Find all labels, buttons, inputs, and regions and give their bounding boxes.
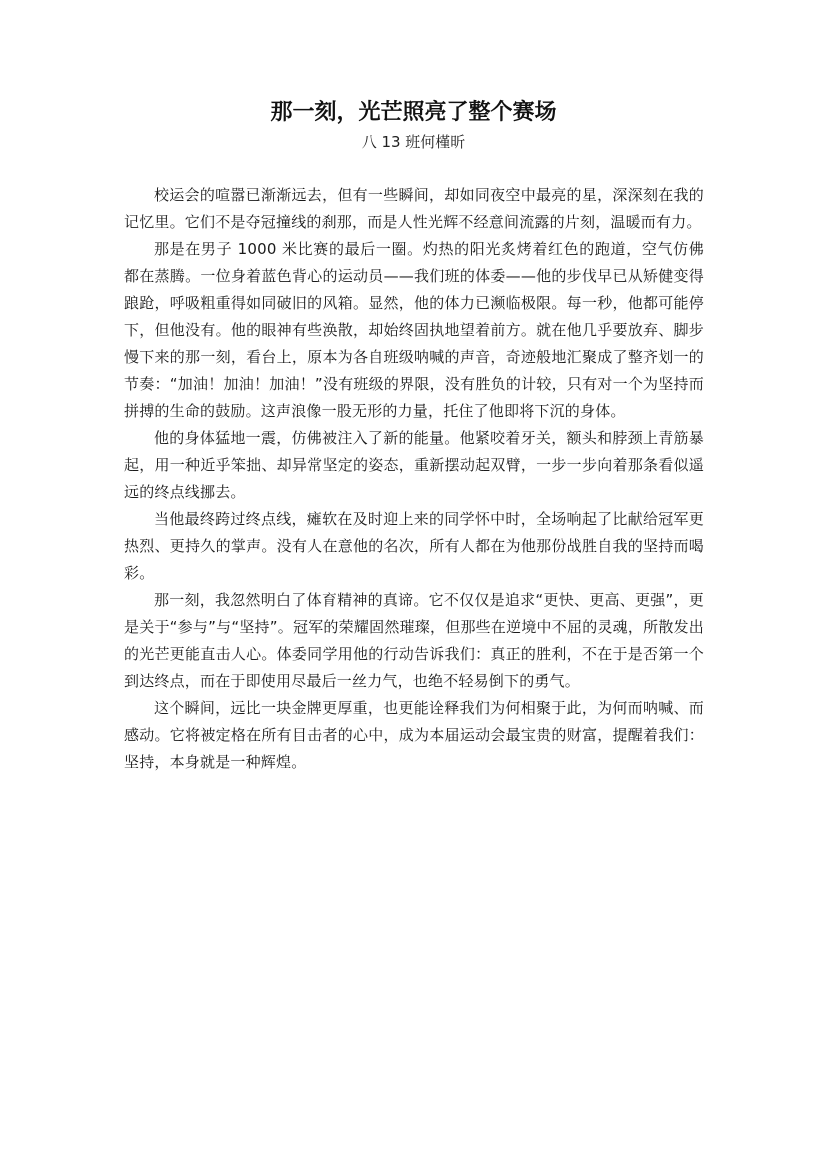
author-line: 八 13 班何槿昕 bbox=[361, 133, 466, 151]
paragraph: 那一刻，我忽然明白了体育精神的真谛。它不仅仅是追求“更快、更高、更强”，更是关于“参与”与“坚持”。冠军的荣耀固然璀璨，但那些在逆境中不屈的灵魂，所散发出的光芒更能直击人心。体委同学用他的行动告诉我们：真正的胜利，不在于是否第一个到达终点，而在于即使用尽最后一丝力气，也绝不轻易倒下的勇气。 bbox=[124, 591, 704, 690]
paragraph: 这个瞬间，远比一块金牌更厚重，也更能诠释我们为何相聚于此，为何而呐喊、而感动。它将被定格在所有目击者的心中，成为本届运动会最宝贵的财富，提醒着我们：坚持，本身就是一种辉煌。 bbox=[124, 699, 704, 771]
paragraph: 那是在男子 1000 米比赛的最后一圈。灼热的阳光炙烤着红色的跑道，空气仿佛都在蒸腾。一位身着蓝色背心的运动员——我们班的体委——他的步伐早已从矫健变得踉跄，呼吸粗重得如同破旧的风箱。显然，他的体力已濒临极限。每一秒，他都可能停下，但他没有。他的眼神有些涣散，却始终固执地望着前方。就在他几乎要放弃、脚步慢下来的那一刻，看台上，原本为各自班级呐喊的声音，奇迹般地汇聚成了整齐划一的节奏：“加油！加油！加油！”没有班级的界限，没有胜负的计较，只有对一个为坚持而拼搏的生命的鼓励。这声浪像一股无形的力量，托住了他即将下沉的身体。 bbox=[124, 240, 704, 420]
essay-body bbox=[124, 182, 704, 776]
paragraph: 校运会的喧嚣已渐渐远去，但有一些瞬间，却如同夜空中最亮的星，深深刻在我的记忆里。它们不是夺冠撞线的刹那，而是人性光辉不经意间流露的片刻，温暖而有力。 bbox=[124, 186, 704, 231]
paragraph: 当他最终跨过终点线，瘫软在及时迎上来的同学怀中时，全场响起了比献给冠军更热烈、更持久的掌声。没有人在意他的名次，所有人都在为他那份战胜自我的坚持而喝彩。 bbox=[124, 510, 704, 582]
page-title: 那一刻，光芒照亮了整个赛场 bbox=[270, 99, 557, 125]
paragraph: 他的身体猛地一震，仿佛被注入了新的能量。他紧咬着牙关，额头和脖颈上青筋暴起，用一种近乎笨拙、却异常坚定的姿态，重新摆动起双臂，一步一步向着那条看似遥远的终点线挪去。 bbox=[124, 429, 704, 501]
